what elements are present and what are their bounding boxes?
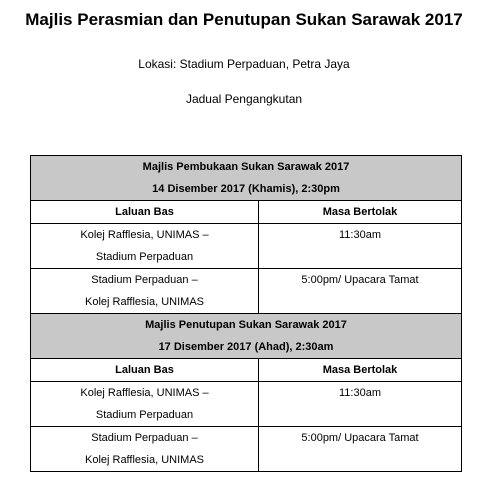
route-line: Kolej Rafflesia, UNIMAS	[84, 454, 204, 466]
transport-schedule-table	[30, 155, 462, 472]
table-row	[31, 224, 462, 269]
departure-time-cell: 11:30am	[259, 382, 462, 427]
table-row	[31, 427, 462, 472]
route-cell	[31, 269, 259, 314]
departure-time-cell: 11:30am	[259, 224, 462, 269]
section-header	[31, 156, 462, 201]
route-line: Kolej Rafflesia, UNIMAS –	[80, 229, 209, 241]
column-header-route: Laluan Bas	[31, 201, 259, 224]
table-row	[31, 269, 462, 314]
section-header-row	[31, 314, 462, 359]
event-date: 14 Disember 2017 (Khamis), 2:30pm	[152, 183, 340, 195]
route-line: Stadium Perpaduan –	[91, 432, 198, 444]
location-text: Lokasi: Stadium Perpaduan, Petra Jaya	[138, 57, 350, 71]
section-header	[31, 314, 462, 359]
route-line: Stadium Perpaduan	[95, 251, 194, 263]
table-row	[31, 382, 462, 427]
schedule-heading: Jadual Pengangkutan	[185, 92, 303, 106]
column-header-route: Laluan Bas	[31, 359, 259, 382]
route-cell	[31, 224, 259, 269]
route-line: Stadium Perpaduan –	[91, 274, 198, 286]
column-header-time: Masa Bertolak	[259, 359, 462, 382]
column-header-row	[31, 359, 462, 382]
departure-time-cell: 5:00pm/ Upacara Tamat	[259, 269, 462, 314]
event-date: 17 Disember 2017 (Ahad), 2:30am	[158, 341, 334, 353]
route-line: Kolej Rafflesia, UNIMAS –	[80, 387, 209, 399]
column-header-time: Masa Bertolak	[259, 201, 462, 224]
event-name: Majlis Penutupan Sukan Sarawak 2017	[145, 319, 347, 331]
column-header-row	[31, 201, 462, 224]
section-header-row	[31, 156, 462, 201]
departure-time-cell: 5:00pm/ Upacara Tamat	[259, 427, 462, 472]
event-name: Majlis Pembukaan Sukan Sarawak 2017	[142, 161, 350, 173]
route-line: Kolej Rafflesia, UNIMAS	[84, 296, 204, 308]
page-title: Majlis Perasmian dan Penutupan Sukan Sarawak 2017	[25, 10, 463, 29]
route-cell	[31, 382, 259, 427]
route-cell	[31, 427, 259, 472]
route-line: Stadium Perpaduan	[95, 409, 194, 421]
